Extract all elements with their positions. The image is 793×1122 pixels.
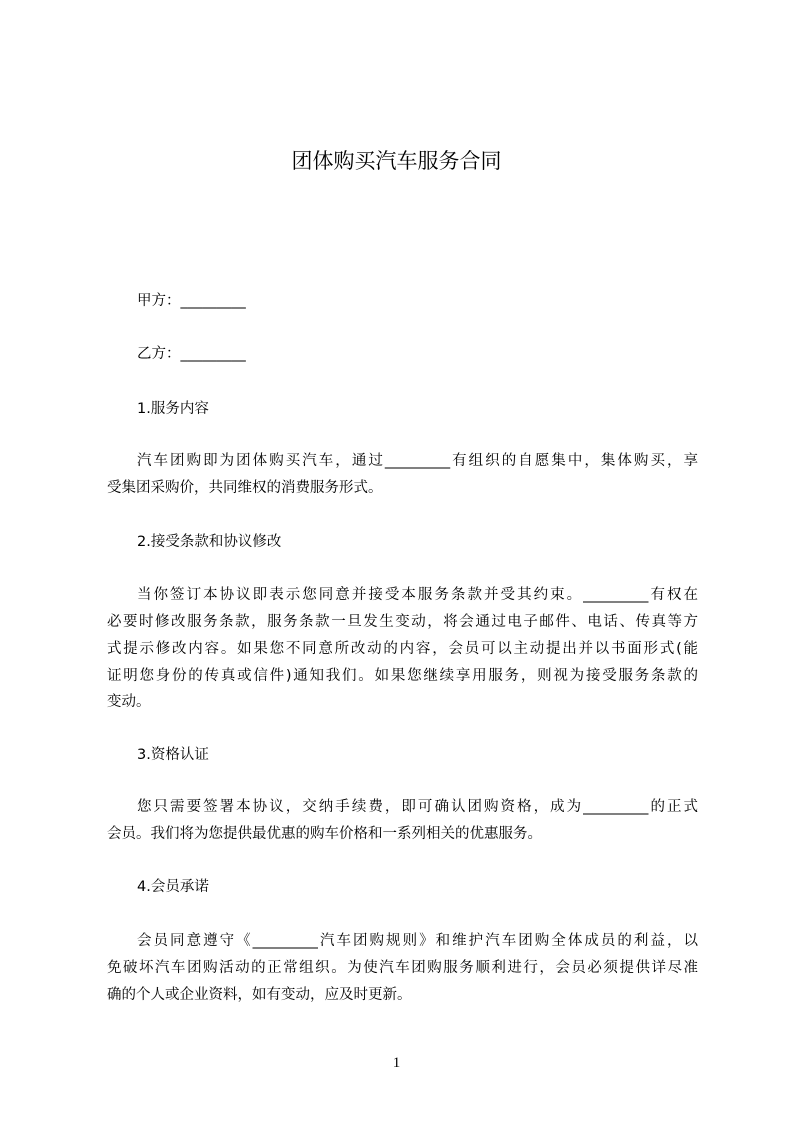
page-number: 1 (392, 1055, 401, 1071)
paragraph-line: 变动。 (107, 694, 151, 710)
document-title: 团体购买汽车服务合同 (291, 149, 502, 173)
party-a: 甲方：_________ (137, 293, 246, 309)
paragraph-line: 会员同意遵守《_________汽车团购规则》和维护汽车团购全体成员的利益，以 (137, 933, 698, 949)
paragraph-line: 您只需要签署本协议，交纳手续费，即可确认团购资格，成为_________的正式 (137, 799, 698, 815)
section-heading: 1.服务内容 (137, 401, 209, 417)
paragraph-line: 当你签订本协议即表示您同意并接受本服务条款并受其约束。_________有权在 (137, 587, 698, 603)
paragraph-line: 式提示修改内容。如果您不同意所改动的内容，会员可以主动提出并以书面形式(能 (107, 641, 698, 657)
section-heading: 4.会员承诺 (137, 879, 209, 895)
section-heading: 2.接受条款和协议修改 (137, 534, 282, 550)
paragraph-line: 确的个人或企业资料，如有变动，应及时更新。 (107, 987, 412, 1003)
party-b: 乙方：_________ (137, 346, 246, 362)
paragraph-line: 必要时修改服务条款，服务条款一旦发生变动，将会通过电子邮件、电话、传真等方 (107, 614, 698, 630)
paragraph-line: 会员。我们将为您提供最优惠的购车价格和一系列相关的优惠服务。 (107, 826, 542, 842)
paragraph-line: 汽车团购即为团体购买汽车，通过_________有组织的自愿集中，集体购买，享 (137, 453, 698, 469)
paragraph-line: 免破坏汽车团购活动的正常组织。为使汽车团购服务顺利进行，会员必须提供详尽准 (107, 960, 698, 976)
paragraph-line: 证明您身份的传真或信件)通知我们。如果您继续享用服务，则视为接受服务条款的 (107, 668, 698, 684)
paragraph-line: 受集团采购价，共同维权的消费服务形式。 (107, 480, 383, 496)
section-heading: 3.资格认证 (137, 747, 209, 763)
